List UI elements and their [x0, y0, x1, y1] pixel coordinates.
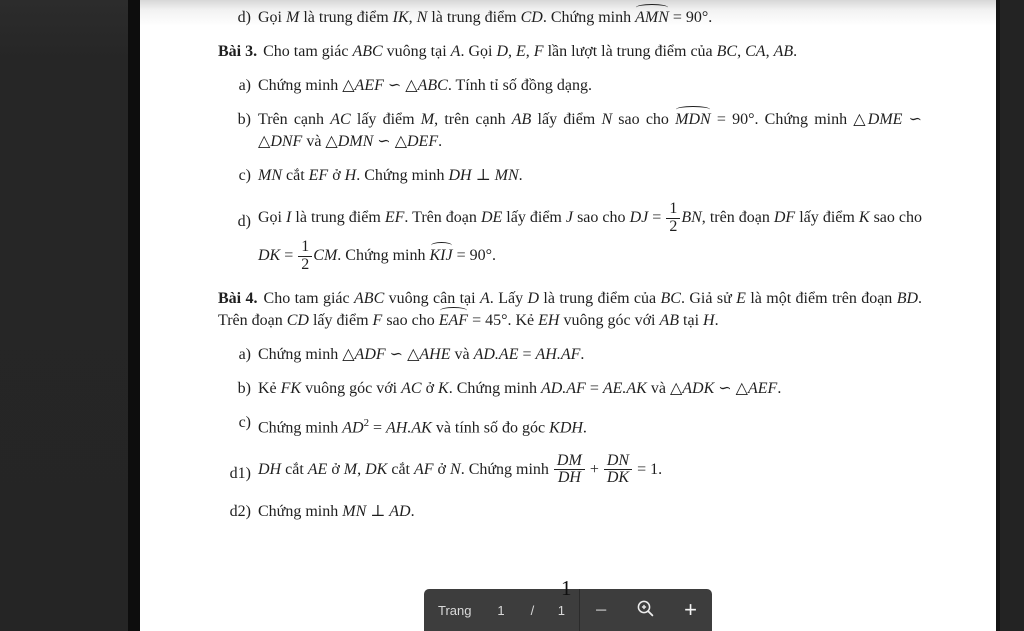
math-variable: DH	[448, 167, 472, 184]
math-variable: IK	[392, 9, 409, 26]
text-run: vuông góc với	[559, 311, 660, 329]
text-run: Chứng minh	[258, 418, 343, 436]
math-variable: M	[420, 111, 435, 128]
math-variable: AD.AF	[540, 379, 586, 397]
math-variable: AH.AK	[386, 418, 432, 436]
math-variable: CD	[286, 311, 309, 329]
text-run: ∽ △	[373, 133, 407, 150]
math-variable: EH	[538, 311, 560, 329]
text-run: vuông tại	[382, 43, 451, 60]
text-run: =	[585, 379, 603, 397]
math-variable: DH	[258, 460, 282, 478]
text-run: .	[438, 133, 443, 150]
magnifier-plus-icon	[635, 598, 657, 623]
problem-item	[218, 75, 922, 97]
text-run: . Chứng minh	[337, 247, 430, 265]
math-variable: M	[343, 460, 358, 478]
text-run: sao cho	[382, 311, 439, 329]
item-label: c)	[238, 167, 251, 184]
text-run: ∽ △	[258, 111, 923, 150]
problem-item	[218, 109, 922, 153]
text-run: ∽ △	[714, 379, 748, 397]
text-run: vuông góc với	[301, 379, 402, 397]
problem-item	[218, 378, 922, 400]
text-run: và △	[646, 379, 683, 397]
document-page	[140, 0, 996, 631]
text-run: và	[450, 345, 474, 363]
text-run: . Gọi	[460, 43, 497, 60]
math-variable: AF	[414, 460, 434, 478]
math-variable: K	[858, 208, 870, 226]
text-run: Cho tam giác	[263, 43, 353, 60]
text-run: Trên cạnh	[258, 111, 331, 128]
text-run: cắt	[282, 167, 309, 184]
text-run: Cho tam giác	[263, 289, 355, 307]
text-run: tại	[679, 311, 704, 329]
math-variable: J	[565, 208, 574, 226]
math-variable: AB	[659, 311, 680, 329]
text-run: . Trên đoạn	[404, 208, 481, 226]
math-variable: FK	[280, 379, 302, 397]
math-variable: MN	[258, 167, 282, 184]
text-run: Gọi	[258, 9, 286, 26]
item-label: a)	[238, 77, 251, 94]
text-run: , trên đoạn	[701, 208, 774, 226]
problem-item	[218, 199, 922, 276]
text-run: lấy điểm	[350, 111, 421, 128]
text-run: vuông cân tại	[384, 289, 481, 307]
text-run: ở	[328, 167, 345, 184]
math-angle-hat: KIJ	[430, 245, 453, 267]
problem-item	[218, 451, 922, 489]
text-run: cắt	[387, 460, 414, 478]
math-variable: CA	[745, 43, 766, 60]
math-variable: CD	[520, 9, 543, 26]
problem-item	[218, 412, 922, 439]
page-navigation-group	[424, 589, 580, 631]
text-run: = 90°.	[668, 9, 713, 26]
math-variable: AEF	[354, 77, 384, 94]
math-variable: AD.AE	[473, 345, 519, 363]
math-variable: AHE	[419, 345, 451, 363]
math-variable: AH.AF	[535, 345, 581, 363]
text-run: ∽ △	[383, 77, 418, 94]
math-variable: DK	[365, 460, 388, 478]
page-separator: /	[530, 602, 535, 618]
math-fraction: $\frac{DM}{DH}$	[554, 453, 585, 487]
math-variable: H	[703, 311, 715, 329]
item-label: d)	[237, 213, 251, 230]
total-pages: 1	[557, 602, 565, 618]
math-variable: E	[516, 43, 526, 60]
text-run: Chứng minh △	[258, 345, 355, 363]
math-variable: D	[496, 43, 508, 60]
math-variable: ABC	[352, 43, 383, 60]
problem-heading	[218, 288, 922, 332]
current-page-field[interactable]: 1	[497, 602, 505, 618]
math-angle-hat: EAF	[439, 310, 468, 332]
text-run: . Lấy	[489, 289, 528, 307]
text-run: . Chứng minh	[448, 379, 541, 397]
text-run: . Chứng minh	[542, 9, 636, 26]
math-variable: N	[450, 460, 461, 478]
text-run: ⊥	[366, 503, 390, 521]
math-variable: AE	[307, 460, 328, 478]
text-run: ở	[433, 460, 451, 478]
text-run: .	[777, 379, 782, 397]
math-variable: EF	[308, 167, 329, 184]
problem-item	[218, 165, 922, 187]
math-variable: CM	[313, 247, 338, 265]
text-run: , trên cạnh	[434, 111, 512, 128]
problem-heading	[218, 41, 922, 63]
app-background-left	[0, 0, 128, 631]
text-run: ,	[408, 9, 417, 26]
math-variable: ABC	[354, 289, 385, 307]
text-run: .	[793, 43, 798, 60]
math-variable: AC	[330, 111, 351, 128]
text-run: =	[648, 208, 666, 226]
text-run: .	[518, 167, 523, 184]
math-variable: M	[286, 9, 300, 26]
text-run: là trung điểm	[427, 9, 521, 26]
text-run: là trung điểm	[299, 9, 393, 26]
text-run: ở	[421, 379, 439, 397]
text-run: là trung điểm của	[539, 289, 661, 307]
zoom-button[interactable]	[635, 598, 657, 623]
math-variable: F	[372, 311, 383, 329]
heading-label: Bài 4.	[218, 289, 258, 307]
heading-label: Bài 3.	[218, 43, 258, 60]
text-run: = 1.	[633, 460, 663, 478]
page-label: Trang	[438, 602, 472, 618]
math-variable: DK	[258, 247, 281, 265]
text-run: cắt	[281, 460, 308, 478]
text-run: =	[280, 247, 298, 265]
text-run: +	[585, 460, 603, 478]
zoom-controls-group	[580, 589, 712, 631]
page-number-overlay: 1	[561, 576, 572, 600]
item-label: a)	[238, 345, 251, 363]
zoom-in-button[interactable]: +	[684, 597, 697, 622]
text-run: sao cho	[869, 208, 923, 226]
text-run: Chứng minh	[258, 503, 343, 521]
text-run: ,	[765, 43, 774, 60]
math-variable: BC	[660, 289, 681, 307]
problem-item	[218, 7, 922, 29]
math-variable: AB	[511, 111, 532, 128]
math-variable: BD	[896, 289, 919, 307]
text-run: .	[714, 311, 719, 329]
math-variable: MN	[342, 503, 367, 521]
item-label: b)	[237, 111, 251, 128]
math-variable: BC	[716, 43, 738, 60]
text-run: lấy điểm	[308, 311, 373, 329]
item-label: d)	[237, 9, 251, 26]
math-variable: I	[286, 208, 292, 226]
zoom-out-button[interactable]: −	[595, 598, 608, 622]
math-variable: E	[736, 289, 746, 307]
text-run: ở	[327, 460, 344, 478]
problem-item	[218, 344, 922, 366]
problem-item	[218, 501, 922, 523]
text-run: =	[369, 418, 387, 436]
math-fraction: $\frac{DN}{DK}$	[604, 453, 632, 487]
text-run: lấy điểm	[795, 208, 859, 226]
text-run: là một điểm trên đoạn	[745, 289, 897, 307]
math-variable: DE	[480, 208, 503, 226]
math-variable: KDH	[549, 418, 583, 436]
math-variable: AD	[389, 503, 411, 521]
text-run: . Giả sử	[680, 289, 737, 307]
math-variable: AD	[342, 418, 364, 436]
math-variable: K	[438, 379, 449, 397]
text-run: lần lượt là trung điểm của	[543, 43, 717, 60]
math-variable: DF	[773, 208, 796, 226]
text-run: Kẻ	[258, 379, 281, 397]
math-variable: DNF	[270, 133, 303, 150]
text-run: . Chứng minh	[460, 460, 553, 478]
text-run: sao cho	[612, 111, 676, 128]
page-edge-divider	[128, 0, 140, 631]
item-label: b)	[237, 379, 251, 397]
math-variable: AEF	[747, 379, 778, 397]
math-variable: F	[533, 43, 544, 60]
text-run: ∽ △	[385, 345, 420, 363]
math-superscript: 2	[363, 416, 369, 429]
item-label: c)	[238, 413, 251, 431]
text-run: lấy điểm	[531, 111, 602, 128]
text-run: Chứng minh △	[258, 77, 355, 94]
math-variable: BN	[681, 208, 702, 226]
text-run: lấy điểm	[502, 208, 566, 226]
text-run: .	[580, 345, 585, 363]
math-variable: DJ	[629, 208, 649, 226]
document-content	[218, 7, 922, 535]
math-variable: EF	[384, 208, 405, 226]
text-run: = 45°. Kẻ	[468, 311, 539, 329]
text-run: ,	[525, 43, 534, 60]
math-variable: DEF	[407, 133, 439, 150]
math-variable: ADF	[354, 345, 386, 363]
math-variable: DMN	[337, 133, 374, 150]
text-run: ,	[737, 43, 746, 60]
math-variable: MN	[494, 167, 519, 184]
text-run: = 90°.	[452, 247, 497, 265]
item-label: d1)	[229, 464, 251, 482]
math-angle-hat: MDN	[675, 109, 711, 131]
text-run: .	[582, 418, 587, 436]
math-variable: A	[450, 43, 461, 60]
text-run: . Tính tỉ số đồng dạng.	[447, 77, 592, 94]
math-angle-hat: AMN	[635, 7, 669, 29]
math-variable: H	[344, 167, 357, 184]
text-run: và △	[302, 133, 338, 150]
math-variable: AB	[773, 43, 794, 60]
app-background-right	[996, 0, 1024, 631]
math-fraction: $\frac{1}{2}$	[298, 239, 312, 273]
math-variable: A	[480, 289, 490, 307]
text-run: Gọi	[258, 208, 287, 226]
text-run: ,	[508, 43, 516, 60]
item-label: d2)	[229, 503, 251, 521]
text-run: ⊥	[471, 167, 495, 184]
math-variable: AC	[401, 379, 422, 397]
math-variable: N	[416, 9, 428, 26]
math-variable: N	[601, 111, 613, 128]
text-run: sao cho	[573, 208, 630, 226]
math-fraction: $\frac{1}{2}$	[666, 201, 680, 235]
text-run: . Trên đoạn	[218, 289, 923, 329]
math-variable: DME	[867, 111, 903, 128]
text-run: ,	[357, 460, 366, 478]
text-run: . Chứng minh	[356, 167, 449, 184]
math-variable: AE.AK	[602, 379, 647, 397]
math-variable: D	[527, 289, 540, 307]
text-run: =	[518, 345, 536, 363]
text-run: .	[410, 503, 415, 521]
math-variable: ABC	[417, 77, 448, 94]
math-variable: ADK	[682, 379, 715, 397]
text-run: = 90°. Chứng minh △	[710, 111, 868, 128]
text-run: và tính số đo góc	[431, 418, 550, 436]
text-run: là trung điểm	[291, 208, 385, 226]
